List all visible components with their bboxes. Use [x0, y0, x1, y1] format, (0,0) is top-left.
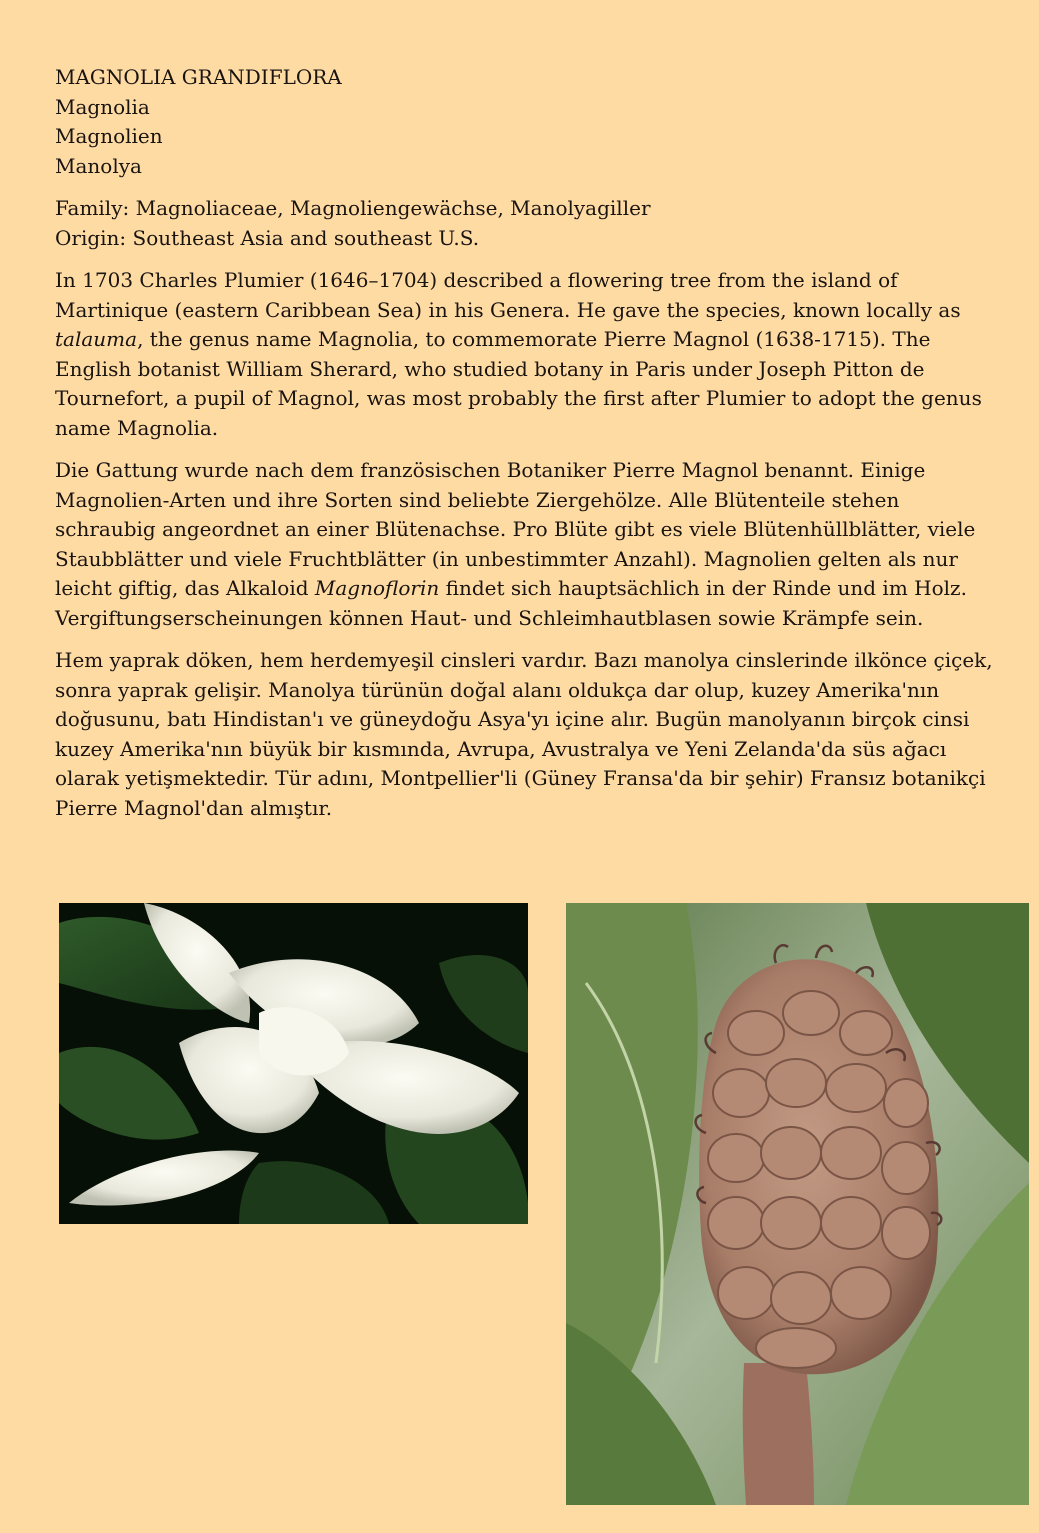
- italic-magnoflorin: Magnoflorin: [314, 576, 440, 600]
- paragraph-german-part2: findet sich hauptsächlich in der Rinde und im Holz. Vergiftungserscheinungen können Haut- und Schleimhautblasen sowie Krämpfe sein.: [55, 576, 967, 630]
- magnolia-cone-photo: [566, 903, 1029, 1505]
- paragraph-turkish: Hem yaprak döken, hem herdemyeşil cinsleri vardır. Bazı manolya cinslerinde ilkönce çiçek, sonra yaprak gelişir. Manolya türünün doğal alanı oldukça dar olup, kuzey Amerika'nın doğusunu, batı Hindistan'ı ve güneydoğu Asya'yı içine alır. Bugün manolyanın birçok cinsi kuzey Amerika'nın büyük bir kısmında, Avrupa, Avustralya ve Yeni Zelanda'da süs ağacı olarak yetişmektedir. Tür adını, Montpellier'li (Güney Fransa'da bir şehir) Fransız botanikçi Pierre Magnol'dan almıştır.: [55, 648, 993, 820]
- name-block: [55, 63, 1005, 181]
- italic-talauma: talauma: [55, 327, 138, 351]
- family-line: Family: Magnoliaceae, Magnoliengewächse, Manolyagiller: [55, 196, 651, 220]
- paragraph-english-part1: In 1703 Charles Plumier (1646–1704) described a flowering tree from the island of Martinique (eastern Caribbean Sea) in his Genera. He gave the species, known locally as: [55, 268, 961, 322]
- paragraph-english-part2: , the genus name Magnolia, to commemorate Pierre Magnol (1638-1715). The English botanist William Sherard, who studied botany in Paris under Joseph Pitton de Tournefort, a pupil of Magnol, was most probably the first after Plumier to adopt the genus name Magnolia.: [55, 327, 982, 440]
- magnolia-flower-photo: [59, 903, 528, 1224]
- common-name-english: Magnolia: [55, 94, 150, 119]
- page-content: [55, 63, 1005, 836]
- paragraph-english: [55, 266, 1005, 443]
- common-name-turkish: Manolya: [55, 153, 142, 178]
- meta-block: [55, 194, 1005, 253]
- paragraph-german: [55, 456, 1005, 633]
- paragraph-german-part1: Die Gattung wurde nach dem französischen Botaniker Pierre Magnol benannt. Einige Magnolien-Arten und ihre Sorten sind beliebte Ziergehölze. Alle Blütenteile stehen schraubig angeordnet an einer Blütenachse. Pro Blüte gibt es viele Blütenhüllblätter, viele Staubblätter und viele Fruchtblätter (in unbestimmter Anzahl). Magnolien gelten als nur leicht giftig, das Alkaloid: [55, 458, 976, 600]
- common-name-german: Magnolien: [55, 124, 163, 148]
- scientific-name: MAGNOLIA GRANDIFLORA: [55, 65, 342, 89]
- origin-line: Origin: Southeast Asia and southeast U.S.: [55, 225, 480, 250]
